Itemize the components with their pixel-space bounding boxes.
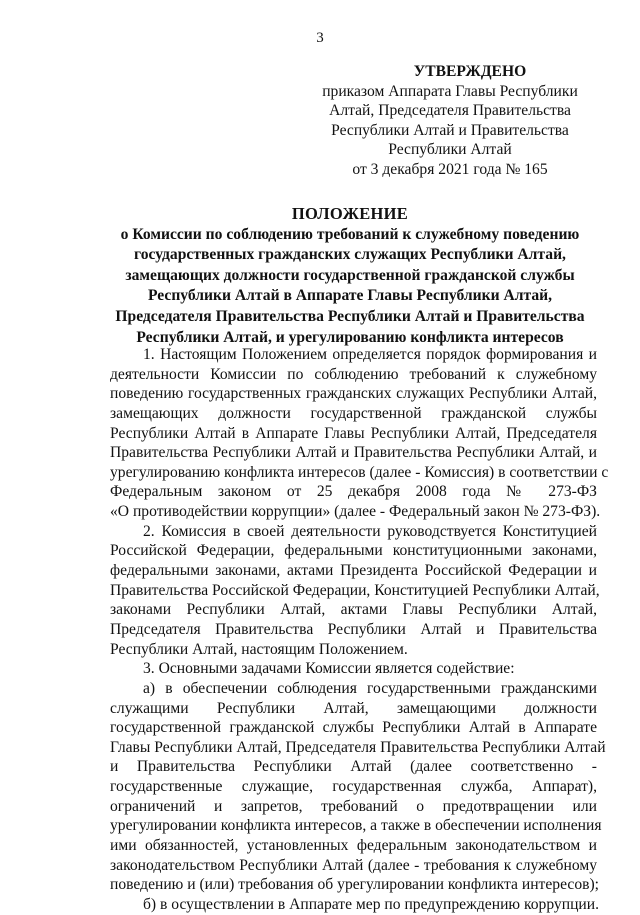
subitem-a-line: поведению и (или) требования об урегулировании конфликта интересов); — [110, 876, 600, 894]
approval-line: Алтай, Председателя Правительства — [329, 102, 571, 120]
paragraph-2-line: 2. Комиссия в своей деятельности руководствуется Конституцией — [143, 522, 597, 540]
paragraph-1-line: Федеральным законом от 25 декабря 2008 года № 273-ФЗ — [110, 483, 597, 501]
paragraph-1-line: «О противодействии коррупции» (далее - Федеральный закон № 273-ФЗ). — [110, 503, 601, 521]
title-line: Председателя Правительства Республики Алтай и Правительства — [115, 307, 585, 325]
title-line: о Комиссии по соблюдению требований к служебному поведению — [120, 225, 580, 243]
title-line: Республики Алтай в Аппарате Главы Республики Алтай, — [147, 287, 553, 305]
title-main: ПОЛОЖЕНИЕ — [291, 204, 409, 223]
page-number: 3 — [316, 30, 324, 46]
paragraph-2-line: Председателя Правительства Республики Алтай и Правительства — [110, 620, 597, 638]
paragraph-2-line: законами Республики Алтай, актами Главы Республики Алтай, — [110, 601, 597, 619]
subitem-a-line: государственные служащие, государственная служба, Аппарат), — [110, 778, 597, 796]
subitem-a-line: а) в обеспечении соблюдения государственными гражданскими — [143, 679, 597, 697]
paragraph-2-line: Российской Федерации, федеральными конституционными законами, — [110, 542, 597, 560]
paragraph-2-line: федеральными законами, актами Президента Российской Федерации и — [110, 562, 597, 580]
approval-line: Республики Алтай — [388, 141, 512, 159]
paragraph-1-line: замещающих должности государственной гражданской службы — [110, 404, 597, 422]
subitem-a-line: ими обязанностей, установленных федеральным законодательством и — [110, 837, 597, 855]
paragraph-1-line: деятельности Комиссии по соблюдению требований к служебному — [110, 365, 597, 383]
approval-block — [300, 62, 600, 180]
approval-line: приказом Аппарата Главы Республики — [322, 82, 578, 100]
paragraph-1-line: поведению государственных гражданских служащих Республики Алтай, — [110, 385, 597, 403]
subitem-b-line: б) в осуществлении в Аппарате мер по предупреждению коррупции. — [143, 895, 600, 913]
paragraph-1-line: урегулированию конфликта интересов (далее - Комиссия) в соответствии с — [110, 463, 609, 481]
document-title — [110, 204, 590, 348]
subitem-a-line: и Правительства Республики Алтай (далее соответственно - — [110, 758, 597, 776]
document-body — [110, 345, 609, 915]
subitem-a-line: урегулировании конфликта интересов, а также в обеспечении исполнения — [110, 817, 602, 835]
subitem-a-line: государственной гражданской службы Республики Алтай в Аппарате — [110, 719, 597, 737]
approval-date-line: от 3 декабря 2021 года № 165 — [352, 160, 548, 178]
paragraph-1-line: 1. Настоящим Положением определяется порядок формирования и — [143, 346, 597, 363]
paragraph-2-line: Республики Алтай, настоящим Положением. — [110, 640, 408, 658]
approval-line: Республики Алтай и Правительства — [331, 121, 569, 139]
title-line: замещающих должности государственной гражданской службы — [125, 266, 575, 284]
title-line: государственных гражданских служащих Республики Алтай, — [134, 246, 566, 264]
subitem-a-line: ограничений и запретов, требований о предотвращении или — [110, 797, 597, 815]
paragraph-2-line: Правительства Российской Федерации, Конституцией Республики Алтай, — [110, 581, 600, 599]
paragraph-3-line: 3. Основными задачами Комиссии является содействие: — [143, 660, 515, 678]
paragraph-1-line: Республики Алтай в Аппарате Главы Республики Алтай, Председателя — [110, 424, 597, 442]
approval-heading: УТВЕРЖДЕНО — [413, 63, 527, 80]
title-line: Республики Алтай, и урегулированию конфликта интересов — [136, 328, 564, 346]
subitem-a-line: Главы Республики Алтай, Председателя Правительства Республики Алтай — [110, 738, 606, 756]
subitem-a-line: законодательством Республики Алтай (далее - требования к служебному — [110, 856, 597, 874]
subitem-a-line: служащими Республики Алтай, замещающими должности — [110, 699, 597, 717]
paragraph-1-line: Правительства Республики Алтай и Правительства Республики Алтай, и — [110, 444, 597, 462]
